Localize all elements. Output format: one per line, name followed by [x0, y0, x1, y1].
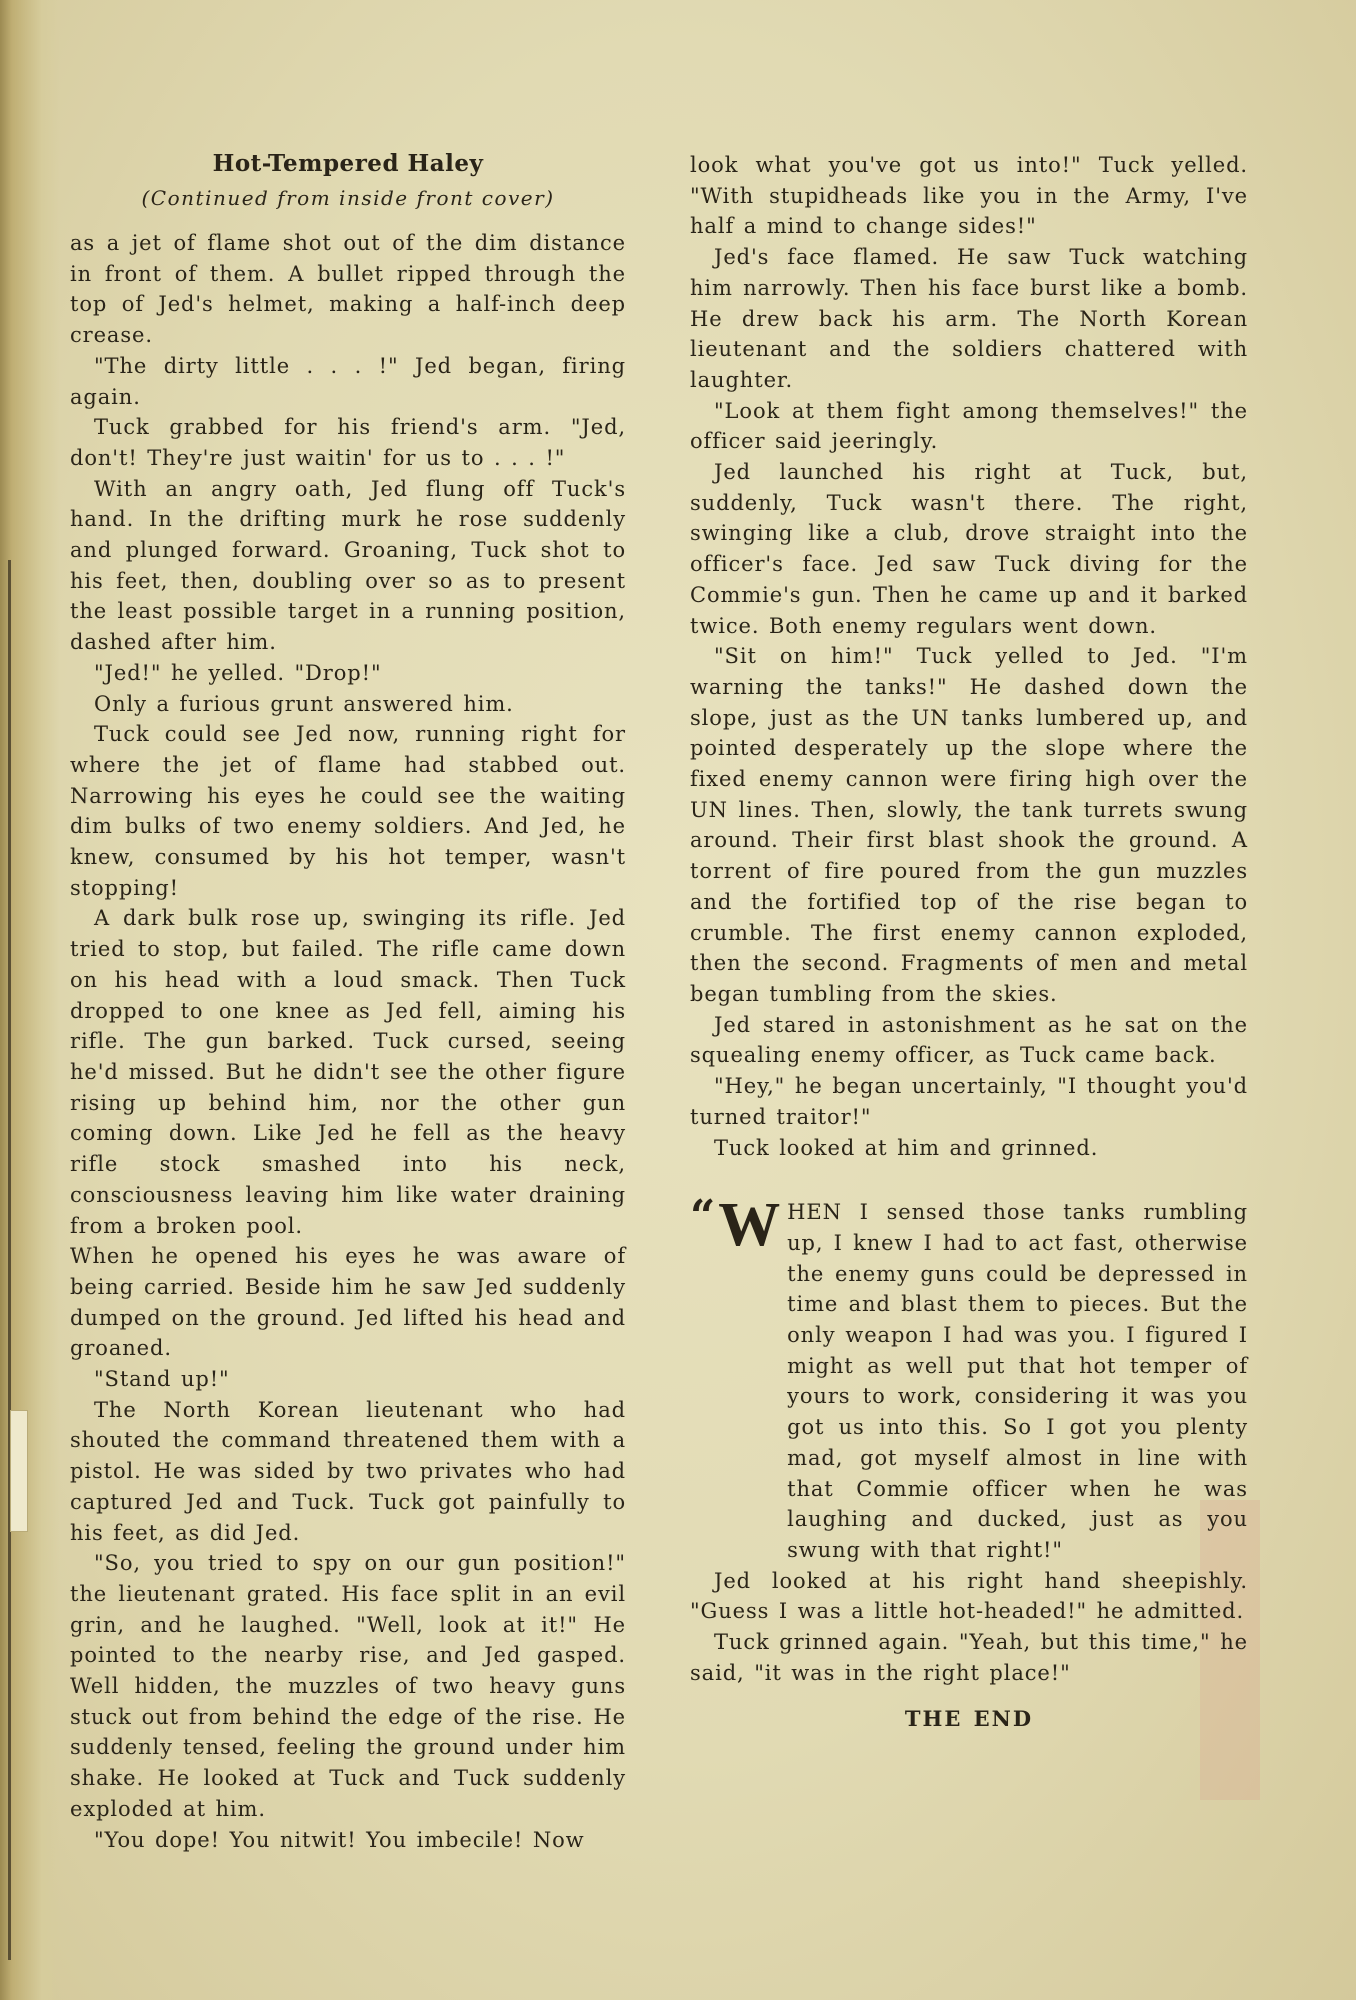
dropcap-paragraph: [690, 1191, 1248, 1565]
paper-tear: [10, 1410, 28, 1532]
right-text-column: [690, 150, 1248, 1735]
paragraph: Tuck could see Jed now, running right for where the jet of flame had stabbed out. Narrowing his eyes he could see the waiting dim bulks of two enemy soldiers. And Jed, he knew, consumed by his hot temper, wasn't stopping!: [70, 722, 626, 900]
closing-paragraphs: [690, 1566, 1248, 1689]
paragraph: look what you've got us into!" Tuck yelled. "With stupidheads like you in the Army, I've half a mind to change sides!": [690, 153, 1248, 239]
paragraph: as a jet of flame shot out of the dim distance in front of them. A bullet ripped through the top of Jed's helmet, making a half-inch deep crease.: [70, 231, 626, 348]
paragraph: A dark bulk rose up, swinging its rifle. Jed tried to stop, but failed. The rifle came down on his head with a loud smack. Then Tuck dropped to one knee as Jed fell, aiming his rifle. The gun barked. Tuck cursed, seeing he'd missed. But he didn't see the other figure rising up behind him, nor the other gun coming down. Like Jed he fell as the heavy rifle stock smashed into his neck, consciousness leaving him like water draining from a broken pool.: [70, 906, 626, 1238]
paragraph: "You dope! You nitwit! You imbecile! Now: [94, 1827, 585, 1852]
paragraph: The North Korean lieutenant who had shouted the command threatened them with a pistol. He was sided by two privates who had captured Jed and Tuck. Tuck got painfully to his feet, as did Jed.: [70, 1397, 626, 1545]
paragraph: "Sit on him!" Tuck yelled to Jed. "I'm warning the tanks!" He dashed down the slope, just as the UN tanks lumbered up, and pointed desperately up the slope where the fixed enemy cannon were firing high over the UN lines. Then, slowly, the tank turrets swung around. Their first blast shook the ground. A torrent of fire poured from the gun muzzles and the fortified top of the rise began to crumble. The first enemy cannon exploded, then the second. Fragments of men and metal began tumbling from the skies.: [690, 644, 1248, 1006]
paragraph: "So, you tried to spy on our gun position!" the lieutenant grated. His face split in an evil grin, and he laughed. "Well, look at it!" He pointed to the nearby rise, and Jed gasped. Well hidden, the muzzles of two heavy guns stuck out from behind the edge of the rise. He suddenly tensed, feeling the ground under him shake. He looked at Tuck and Tuck suddenly exploded at him.: [70, 1551, 626, 1821]
story-title: Hot-Tempered Haley: [212, 150, 484, 177]
dropcap-quote-mark: “: [690, 1191, 717, 1243]
story-subtitle: (Continued from inside front cover): [141, 186, 555, 210]
paragraph: "Stand up!": [94, 1367, 230, 1392]
paragraph: "Jed!" he yelled. "Drop!": [94, 660, 382, 685]
paragraph: With an angry oath, Jed flung off Tuck's hand. In the drifting murk he rose suddenly and plunged forward. Groaning, Tuck shot to his feet, then, doubling over so as to present the least possible target in a running position, dashed after him.: [70, 476, 626, 655]
paragraph: Jed looked at his right hand sheepishly. "Guess I was a little hot-headed!" he admitted.: [690, 1568, 1248, 1624]
paragraph: When he opened his eyes he was aware of being carried. Beside him he saw Jed suddenly dumped on the ground. Jed lifted his head and groaned.: [70, 1244, 626, 1361]
dropcap-letter: W: [718, 1191, 782, 1260]
paragraph: "The dirty little . . . !" Jed began, firing again.: [70, 353, 626, 409]
paragraph: Jed's face flamed. He saw Tuck watching him narrowly. Then his face burst like a bomb. He drew back his arm. The North Korean lieutenant and the soldiers chattered with laughter.: [690, 245, 1248, 392]
paragraph: Tuck looked at him and grinned.: [714, 1135, 1099, 1160]
binding-crease: [8, 560, 11, 1960]
paragraph: Tuck grabbed for his friend's arm. "Jed, don't! They're just waitin' for us to . . . !": [70, 415, 626, 470]
paragraph: Only a furious grunt answered him.: [94, 691, 514, 716]
paragraph: "Look at them fight among themselves!" the officer said jeeringly.: [690, 398, 1248, 454]
right-paragraphs: [690, 150, 1248, 1163]
dropcap-text: HEN I sensed those tanks rumbling up, I knew I had to act fast, otherwise the enemy guns could be depressed in time and blast them to pieces. But the only weapon I had was you. I figured I might as well put that hot temper of yours to work, considering it was you got us into this. So I got you plenty mad, got myself almost in line with that Commie officer when he was laughing and ducked, just as you swung with that right!": [787, 1200, 1248, 1562]
the-end-label: THE END: [904, 1706, 1034, 1732]
paragraph: Jed stared in astonishment as he sat on the squealing enemy officer, as Tuck came back.: [690, 1012, 1248, 1068]
paragraph: "Hey," he began uncertainly, "I thought you'd turned traitor!": [690, 1074, 1248, 1129]
paragraph: Jed launched his right at Tuck, but, suddenly, Tuck wasn't there. The right, swinging like a club, drove straight into the officer's face. Jed saw Tuck diving for the Commie's gun. Then he came up and it barked twice. Both enemy regulars went down.: [690, 460, 1248, 638]
left-text-column: [70, 228, 626, 1855]
paragraph: Tuck grinned again. "Yeah, but this time," he said, "it was in the right place!": [690, 1630, 1248, 1685]
